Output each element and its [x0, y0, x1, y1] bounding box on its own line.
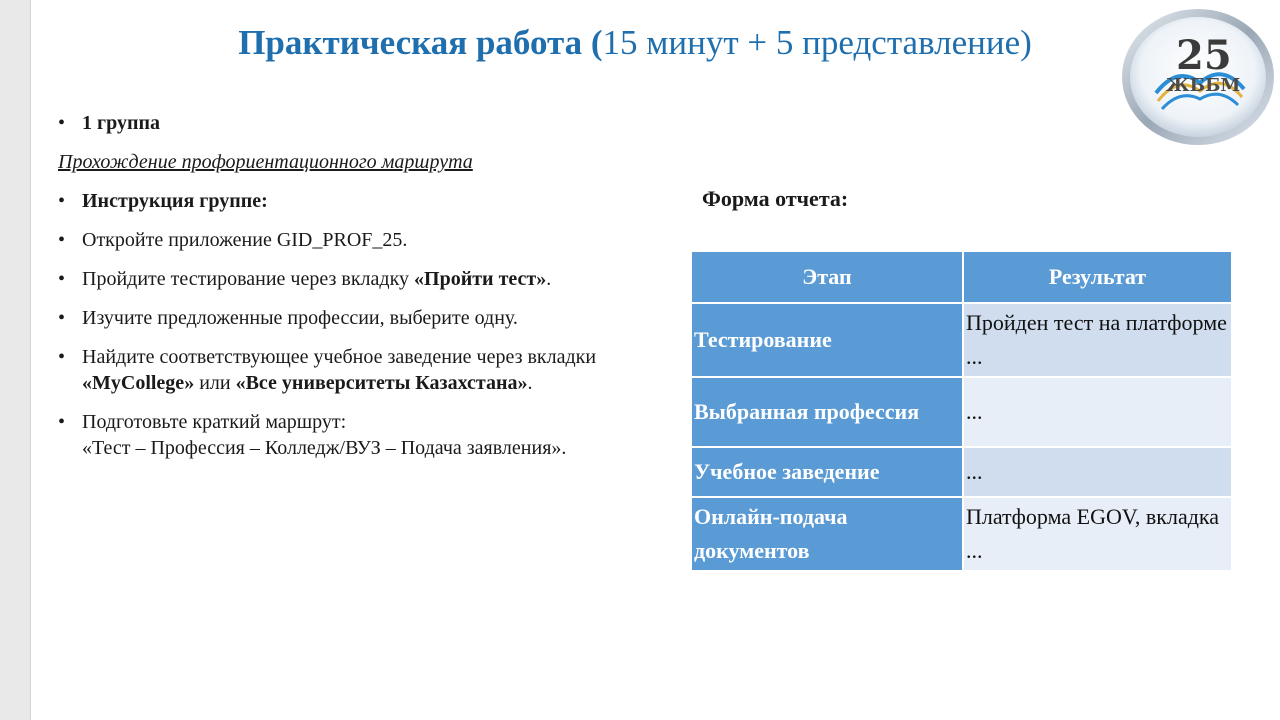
- step-4-or: или: [194, 372, 236, 394]
- bullet-icon: •: [58, 307, 66, 329]
- step-4-text: Найдите соответствующее учебное заведение через вкладки: [82, 346, 597, 368]
- bullet-icon: •: [58, 229, 66, 251]
- instruction-list: [58, 110, 698, 474]
- title-duration: 15 минут + 5 представление): [602, 23, 1032, 62]
- slide-title: [120, 20, 1150, 66]
- report-table-header-row: [691, 251, 1232, 303]
- table-row: [691, 447, 1232, 497]
- step-3-text: Изучите предложенные профессии, выберите одну.: [82, 307, 518, 329]
- row-stage: Онлайн-подача документов: [691, 497, 963, 571]
- table-row: [691, 377, 1232, 447]
- instruction-label: Инструкция группе:: [82, 190, 268, 212]
- route-title: Прохождение профориентационного маршрута: [58, 151, 473, 173]
- row-result: ...: [963, 377, 1232, 447]
- title-bold: Практическая работа: [238, 23, 583, 62]
- list-item-instruction: [58, 188, 698, 214]
- row-stage: Учебное заведение: [691, 447, 963, 497]
- row-result: ...: [963, 447, 1232, 497]
- route-heading: [58, 149, 698, 175]
- title-paren: (: [590, 23, 603, 62]
- step-4-tab-mycollege: «MyCollege»: [82, 372, 195, 394]
- step-2-tab: «Пройти тест»: [414, 268, 547, 290]
- table-row: [691, 497, 1232, 571]
- bullet-icon: •: [58, 190, 66, 212]
- bullet-icon: •: [58, 411, 66, 433]
- list-item-step-4: [58, 344, 698, 396]
- bullet-icon: •: [58, 112, 66, 134]
- row-stage: Тестирование: [691, 303, 963, 377]
- row-stage: Выбранная профессия: [691, 377, 963, 447]
- step-4-tab-universities: «Все университеты Казахстана»: [235, 372, 528, 394]
- bullet-icon: •: [58, 346, 66, 368]
- row-result: Платформа EGOV, вкладка ...: [963, 497, 1232, 571]
- report-table: [690, 250, 1233, 572]
- logo-number: 25: [1176, 32, 1232, 79]
- group-label: 1 группа: [82, 112, 160, 134]
- table-row: [691, 303, 1232, 377]
- report-form-label: Форма отчета:: [702, 186, 849, 211]
- logo-text: ЖББМ: [1166, 75, 1241, 96]
- anniversary-logo: [1118, 5, 1278, 149]
- step-5-text: Подготовьте краткий маршрут:: [82, 411, 347, 433]
- slide-panel-edge: [0, 0, 31, 720]
- step-2-end: .: [546, 268, 552, 290]
- step-4-end: .: [527, 372, 533, 394]
- list-item-step-2: [58, 266, 698, 292]
- header-stage: Этап: [691, 251, 963, 303]
- header-result: Результат: [963, 251, 1232, 303]
- bullet-icon: •: [58, 268, 66, 290]
- list-item-step-3: [58, 305, 698, 331]
- list-item-group: [58, 110, 698, 136]
- step-1-text: Откройте приложение GID_PROF_25.: [82, 229, 408, 251]
- step-5-route: «Тест – Профессия – Колледж/ВУЗ – Подача заявления».: [82, 437, 567, 459]
- step-2-text: Пройдите тестирование через вкладку: [82, 268, 415, 290]
- row-result: Пройден тест на платформе ...: [963, 303, 1232, 377]
- list-item-step-1: [58, 227, 698, 253]
- list-item-step-5: [58, 409, 698, 461]
